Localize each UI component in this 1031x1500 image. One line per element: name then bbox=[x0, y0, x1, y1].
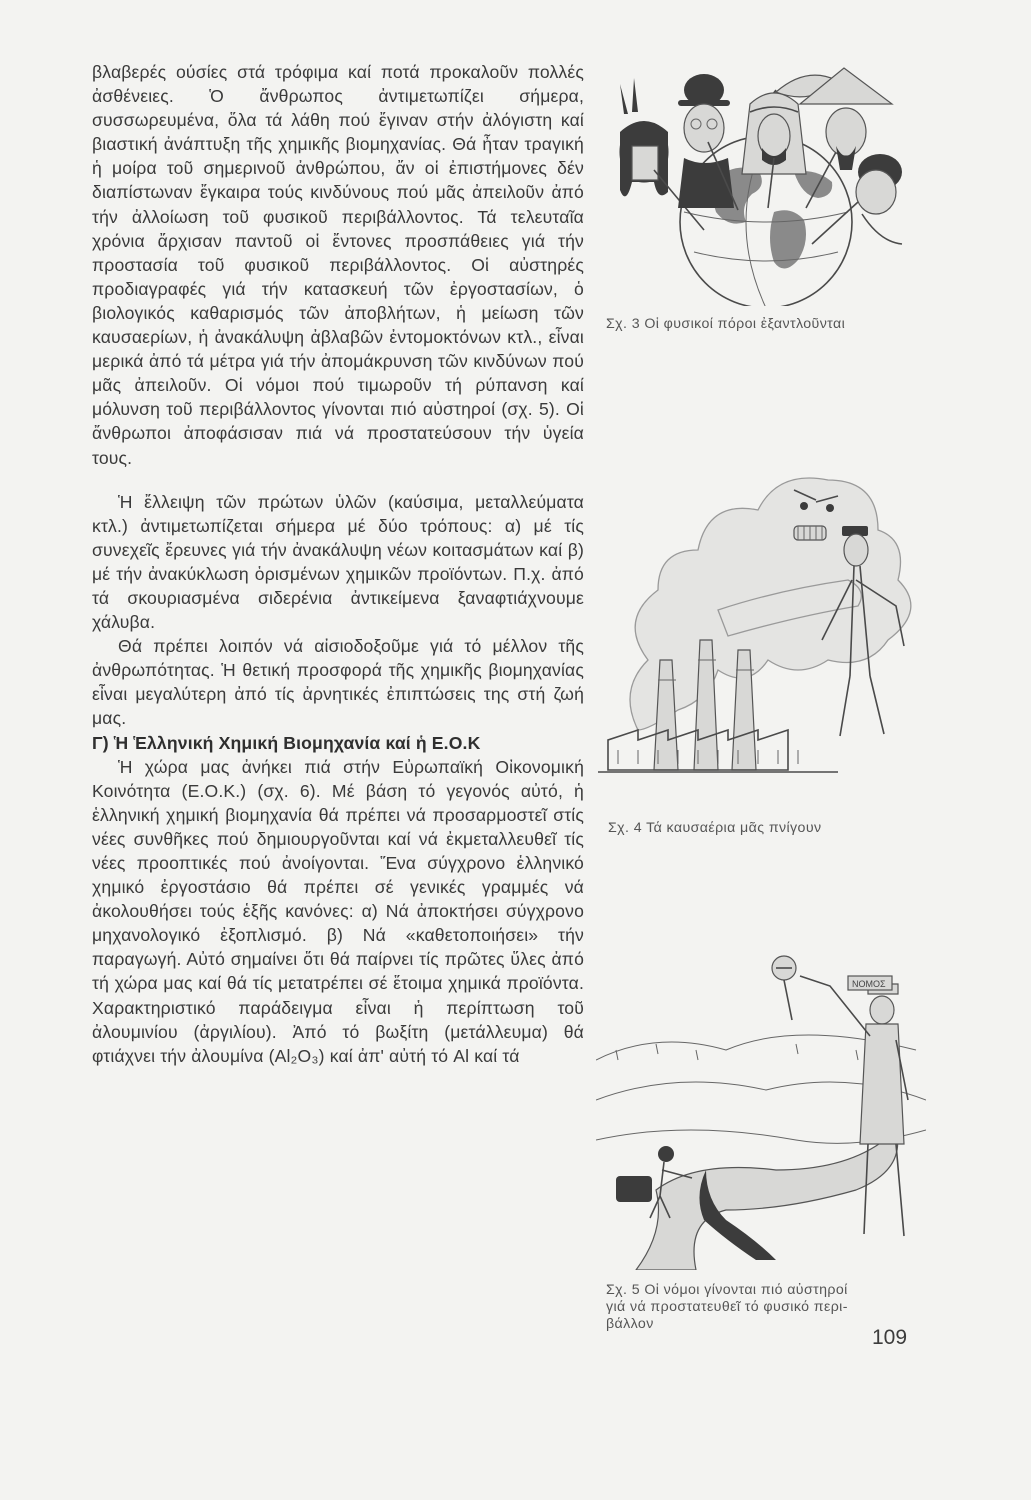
paragraph-optimism: Θά πρέπει λοιπόν νά αἰσιοδοξοῦμε γιά τό μέλλον τῆς ἀνθρωπότητας. Ἡ θετική προσφορά τῆς χημικῆς βιομηχανίας εἶναι μεγαλύτερη ἀπό τίς ἀρνητικές ἐπιπτώσεις της στή ζωή μας. bbox=[92, 636, 584, 729]
paragraph-raw-materials: Ἡ ἔλλειψη τῶν πρώτων ὑλῶν (καύσιμα, μεταλλεύματα κτλ.) ἀντιμετωπίζεται σήμερα μέ δύο τρόπους: α) μέ τίς συνεχεῖς ἔρευνες γιά τήν ἀνακάλυψη νέων κοιτασμάτων καί β) μέ τήν ἀνακύκλωση ὁρισμένων χημικῶν προϊόντων. Π.χ. ἀπό τά σκουριασμένα σιδερένια ἀντικείμενα ξαναφτιάχνουμε χάλυβα. bbox=[92, 491, 584, 633]
person-right-drinking bbox=[812, 154, 902, 244]
section-heading-greek-industry: Γ) Ἡ Ἑλληνική Χημική Βιομηχανία καί ἡ Ε.Ο.Κ bbox=[92, 732, 481, 753]
figure-4-caption: Σχ. 4 Τά καυσαέρια μᾶς πνίγουν bbox=[608, 820, 822, 836]
figure-5-caption-line-2: γιά νά προστατευθεῖ τό φυσικό περι- bbox=[606, 1299, 848, 1315]
factory-chimneys bbox=[654, 640, 756, 770]
sign-label: ΝΟΜΟΣ bbox=[852, 979, 886, 989]
figure-3-caption: Σχ. 3 Οἱ φυσικοί πόροι ἐξαντλοῦνται bbox=[606, 316, 846, 332]
figure-5-law-illustration bbox=[596, 940, 926, 1270]
figure-4-smoke-illustration bbox=[598, 430, 928, 810]
figure-5-caption-line-1: Σχ. 5 Οἱ νόμοι γίνονται πιό αὐστηροί bbox=[606, 1282, 848, 1298]
page-number: 109 bbox=[872, 1326, 908, 1349]
figure-5-caption-line-3: βάλλον bbox=[606, 1316, 654, 1332]
paragraph-eec: Ἡ χώρα μας ἀνήκει πιά στήν Εὐρωπαϊκή Οἰκονομική Κοινότητα (Ε.Ο.Κ.) (σχ. 6). Μέ βάση τό γεγονός αὐτό, ἡ ἑλληνική χημική βιομηχανία θά πρέπει νά προσαρμοστεῖ στίς νέες συνθῆκες πού δημιουργοῦνται καί νά ἐκμεταλλευθεῖ τίς νέες προοπτικές πού ἀνοίγονται. Ἕνα σύγχρονο ἑλληνικό χημικό ἐργοστάσιο θά πρέπει σέ γενικές γραμμές νά ἀκολουθήσει τούς ἑξῆς κανόνες: α) Νά ἀποκτήσει σύγχρονο μηχανολογικό ἐξοπλισμό. β) Νά «καθετοποιήσει» τήν παραγωγή. Αὐτό σημαίνει ὅτι θά παίρνει τίς πρῶτες ὕλες ἀπό τή χώρα μας καί θά τίς μετατρέπει σέ ἕτοιμα χημικά προϊόντα. Χαρακτηριστικό παράδειγμα εἶναι ἡ περίπτωση τοῦ ἀλουμινίου (ἀργιλίου). Ἀπό τό βωξίτη (μετάλλευμα) θά φτιάχνει τήν ἀλουμίνα (Al₂O₃) καί ἀπ' αὐτή τό Al καί τά bbox=[92, 756, 584, 1066]
main-text-column bbox=[92, 60, 584, 1068]
figure-3-globe-illustration bbox=[604, 62, 920, 306]
person-with-bowler-hat bbox=[678, 74, 738, 210]
paragraph-pollution: βλαβερές ούσίες στά τρόφιμα καί ποτά προκαλοῦν πολλές ἀσθένειες. Ὁ ἄνθρωπος ἀντιμετωπίζει σήμερα, συσσωρευμένα, ὅλα τά λάθη πού ἔγιναν στήν ἀλόγιστη καί βιαστική ἀνάπτυξη τῆς χημικῆς βιομηχανίας. Θά ἦταν τραγική ἡ μοίρα τοῦ σημερινοῦ ἀνθρώπου, ἄν οἱ ἐπιστήμονες δέν διαπίστωναν ἔγκαιρα τούς κινδύνους πού μᾶς ἀπειλοῦν ἀπό τήν ἀλλοίωση τοῦ φυσικοῦ περιβάλλοντος. Τά τελευταῖα χρόνια ἄρχισαν παντοῦ οἱ ἔντονες προσπάθειες γιά τήν προστασία τοῦ φυσικοῦ περιβάλλοντος. Οἱ αὐστηρές προδιαγραφές γιά τήν κατασκευή τῶν ἐργοστασίων, ὁ βιολογικός καθαρισμός τῶν ἀποβλήτων, ἡ μείωση τῶν καυσαερίων, ἡ ἀνακάλυψη ἀβλαβῶν ἐντομοκτόνων κτλ., εἶναι μερικά ἀπό τά μέτρα γιά τήν ἀπομάκρυνση τῶν κινδύνων πού μᾶς ἀπειλοῦν. Οἱ νόμοι πού τιμωροῦν τή ρύπανση καί μόλυνση τοῦ περιβάλλοντος γίνονται πιό αὐστηροί (σχ. 5). Οἱ ἄνθρωποι ἀποφάσισαν πιά νά προστατεύσουν τήν ὑγεία τους. bbox=[92, 62, 584, 468]
